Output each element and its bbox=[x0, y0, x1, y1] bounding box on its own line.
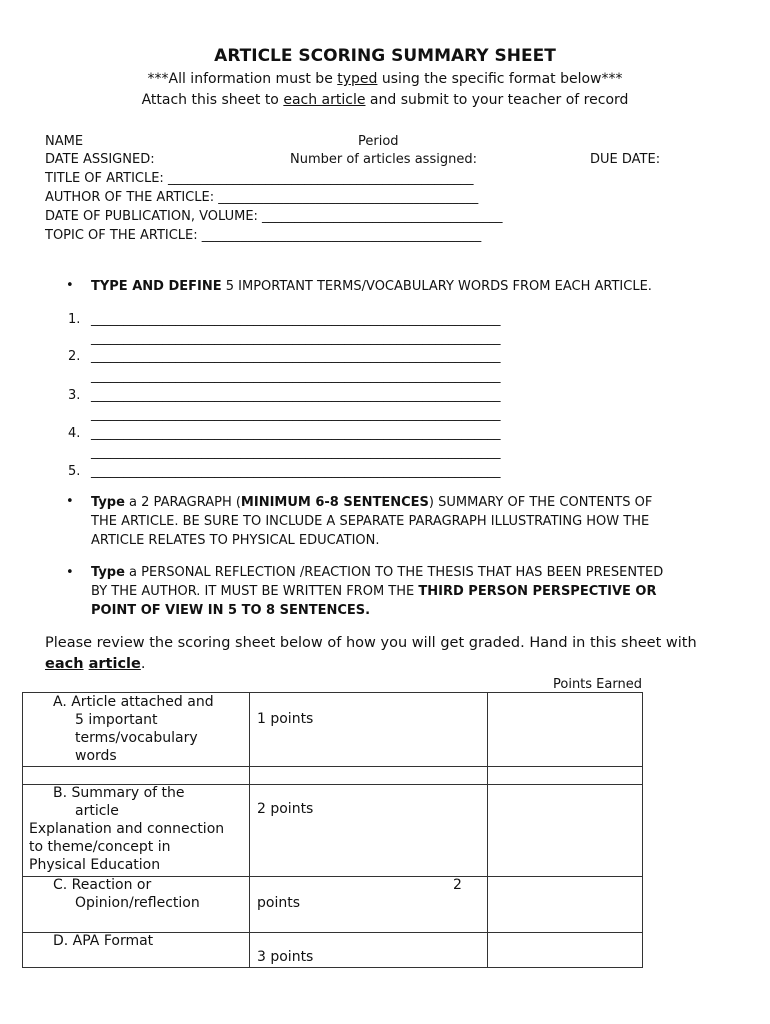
criteria-text: D. APA Format bbox=[53, 933, 154, 949]
bullet-summary-line2: THE ARTICLE. BE SURE TO INCLUDE A SEPARATE PARAGRAPH ILLUSTRATING HOW THE bbox=[91, 514, 650, 529]
page-title: ARTICLE SCORING SUMMARY SHEET bbox=[214, 46, 556, 66]
points-earned-cell[interactable] bbox=[488, 933, 643, 968]
criteria-cell bbox=[23, 933, 250, 968]
criteria-cell bbox=[23, 785, 250, 877]
criteria-text: B. Summary of the bbox=[53, 785, 185, 801]
instruction-attach: Attach this sheet to each article and submit to your teacher of record bbox=[141, 92, 629, 108]
criteria-text: terms/vocabulary bbox=[75, 730, 198, 746]
criteria-text: C. Reaction or bbox=[53, 877, 152, 893]
scoring-table bbox=[22, 692, 643, 968]
answer-line: _______________________________________________________________ bbox=[91, 407, 501, 422]
points-earned-cell[interactable] bbox=[488, 877, 643, 933]
table-row bbox=[23, 785, 643, 877]
bullet-reflection-line1: Type a PERSONAL REFLECTION /REACTION TO THE THESIS THAT HAS BEEN PRESENTED bbox=[91, 565, 664, 580]
review-line2: each article. bbox=[45, 656, 146, 672]
instruction-typed: ***All information must be typed using the specific format below*** bbox=[147, 71, 623, 87]
item-number: 3. bbox=[68, 388, 81, 403]
item-number: 5. bbox=[68, 464, 81, 479]
item-number: 2. bbox=[68, 349, 81, 364]
item-number: 1. bbox=[68, 312, 81, 327]
criteria-text: Explanation and connection bbox=[29, 821, 225, 837]
points-text: 1 points bbox=[257, 711, 314, 727]
period-label: Period bbox=[358, 134, 399, 149]
answer-line: _______________________________________________________________ bbox=[91, 445, 501, 460]
table-row bbox=[23, 693, 643, 767]
name-label: NAME bbox=[45, 134, 84, 149]
points-cell bbox=[250, 933, 488, 968]
bullet-define-terms: TYPE AND DEFINE 5 IMPORTANT TERMS/VOCABULARY WORDS FROM EACH ARTICLE. bbox=[91, 279, 652, 294]
table-row bbox=[23, 877, 643, 933]
points-earned-cell[interactable] bbox=[488, 785, 643, 877]
bullet-icon: • bbox=[66, 494, 74, 509]
criteria-text: 5 important bbox=[75, 712, 158, 728]
criteria-text: A. Article attached and bbox=[53, 694, 214, 710]
points-earned-header: Points Earned bbox=[553, 677, 642, 692]
answer-line: _______________________________________________________________ bbox=[91, 426, 501, 441]
answer-line: _______________________________________________________________ bbox=[91, 331, 501, 346]
criteria-text: Opinion/reflection bbox=[75, 895, 200, 911]
spacer-cell bbox=[23, 767, 250, 785]
title-of-article-field: TITLE OF ARTICLE: _______________________________________________ bbox=[45, 171, 474, 186]
table-row bbox=[23, 933, 643, 968]
criteria-cell bbox=[23, 877, 250, 933]
topic-field: TOPIC OF THE ARTICLE: ___________________________________________ bbox=[45, 228, 482, 243]
answer-line: _______________________________________________________________ bbox=[91, 369, 501, 384]
criteria-text: article bbox=[75, 803, 119, 819]
answer-line: _______________________________________________________________ bbox=[91, 349, 501, 364]
bullet-reflection-line2: BY THE AUTHOR. IT MUST BE WRITTEN FROM THE THIRD PERSON PERSPECTIVE OR bbox=[91, 584, 657, 599]
author-field: AUTHOR OF THE ARTICLE: ________________________________________ bbox=[45, 190, 479, 205]
points-cell bbox=[250, 785, 488, 877]
points-cell bbox=[250, 877, 488, 933]
date-publication-field: DATE OF PUBLICATION, VOLUME: _____________________________________ bbox=[45, 209, 503, 224]
answer-line: _______________________________________________________________ bbox=[91, 464, 501, 479]
num-articles-label: Number of articles assigned: bbox=[290, 152, 477, 167]
bullet-reflection-line3: POINT OF VIEW IN 5 TO 8 SENTENCES. bbox=[91, 603, 371, 618]
criteria-text: to theme/concept in bbox=[29, 839, 171, 855]
criteria-text: Physical Education bbox=[29, 857, 161, 873]
points-text: 3 points bbox=[257, 949, 314, 965]
points-text: 2 bbox=[453, 877, 462, 893]
criteria-text: words bbox=[75, 748, 117, 764]
date-assigned-label: DATE ASSIGNED: bbox=[45, 152, 155, 167]
table-row bbox=[23, 767, 643, 785]
bullet-icon: • bbox=[66, 565, 74, 580]
bullet-summary-line3: ARTICLE RELATES TO PHYSICAL EDUCATION. bbox=[91, 533, 380, 548]
answer-line: _______________________________________________________________ bbox=[91, 312, 501, 327]
answer-line: _______________________________________________________________ bbox=[91, 388, 501, 403]
bullet-summary-line1: Type a 2 PARAGRAPH (MINIMUM 6-8 SENTENCES) SUMMARY OF THE CONTENTS OF bbox=[91, 495, 653, 510]
bullet-icon: • bbox=[66, 278, 74, 293]
spacer-cell bbox=[250, 767, 488, 785]
spacer-cell bbox=[488, 767, 643, 785]
points-cell bbox=[250, 693, 488, 767]
points-text: points bbox=[257, 895, 300, 911]
item-number: 4. bbox=[68, 426, 81, 441]
points-text: 2 points bbox=[257, 801, 314, 817]
review-line1: Please review the scoring sheet below of how you will get graded. Hand in this sheet with bbox=[45, 635, 697, 651]
points-earned-cell[interactable] bbox=[488, 693, 643, 767]
criteria-cell bbox=[23, 693, 250, 767]
due-date-label: DUE DATE: bbox=[590, 152, 661, 167]
